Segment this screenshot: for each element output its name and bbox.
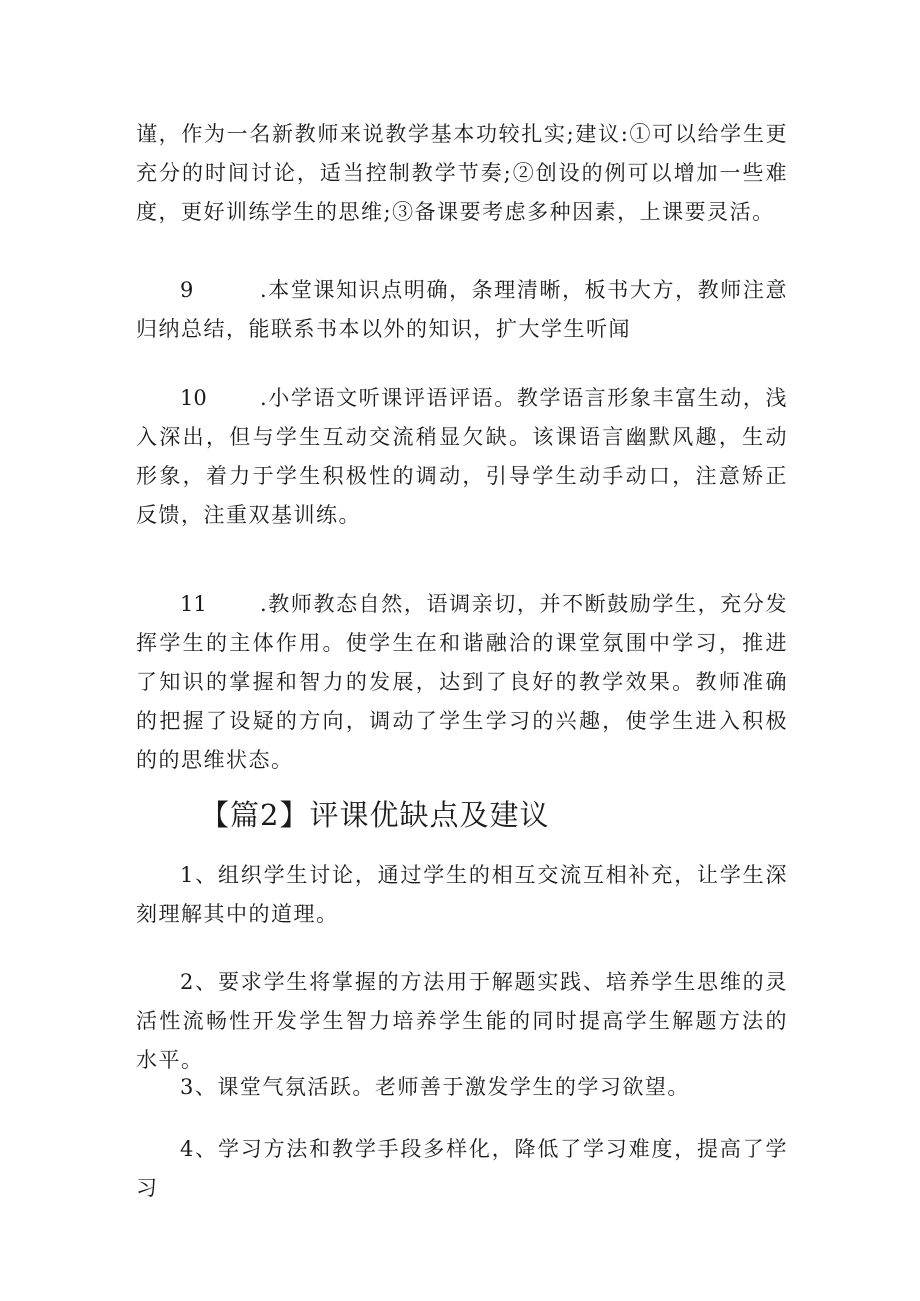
item-number: 11 [180, 592, 207, 616]
item-text: .教师教态自然，语调亲切，并不断鼓励学生，充分发挥学生的主体作用。使学生在和谐融洽的课堂氛围中学习，推进了知识的掌握和智力的发展，达到了良好的教学效果。教师准确的把握了设疑的方向，调动了学生学习的兴趣，使学生进入积极的的思维状态。 [136, 592, 788, 772]
item-number: 9 [180, 278, 194, 302]
list-item-10 [136, 379, 788, 535]
point-3: 3、课堂气氛活跃。老师善于激发学生的学习欲望。 [180, 1075, 690, 1099]
list-item-9 [136, 271, 788, 349]
item-number: 10 [180, 386, 207, 410]
item-text: .本堂课知识点明确，条理清晰，板书大方，教师注意归纳总结，能联系书本以外的知识，扩大学生听闻 [136, 278, 788, 341]
list-item-11 [136, 585, 788, 780]
item-text: .小学语文听课评语评语。教学语言形象丰富生动，浅入深出，但与学生互动交流稍显欠缺。该课语言幽默风趣，生动形象，着力于学生积极性的调动，引导学生动手动口，注意矫正反馈，注重双基训练。 [136, 386, 788, 527]
point-1: 1、组织学生讨论，通过学生的相互交流互相补充，让学生深刻理解其中的道理。 [136, 863, 788, 926]
intro-paragraph: 谨，作为一名新教师来说教学基本功较扎实;建议:①可以给学生更充分的时间讨论，适当控制教学节奏;②创设的例可以增加一些难度，更好训练学生的思维;③备课要考虑多种因素，上课要灵活。 [136, 122, 788, 224]
section-heading: 【篇2】评课优缺点及建议 [200, 798, 550, 832]
point-2: 2、要求学生将掌握的方法用于解题实践、培养学生思维的灵活性流畅性开发学生智力培养学生能的同时提高学生解题方法的水平。 [136, 970, 788, 1072]
point-4: 4、学习方法和教学手段多样化，降低了学习难度，提高了学习 [136, 1137, 788, 1200]
